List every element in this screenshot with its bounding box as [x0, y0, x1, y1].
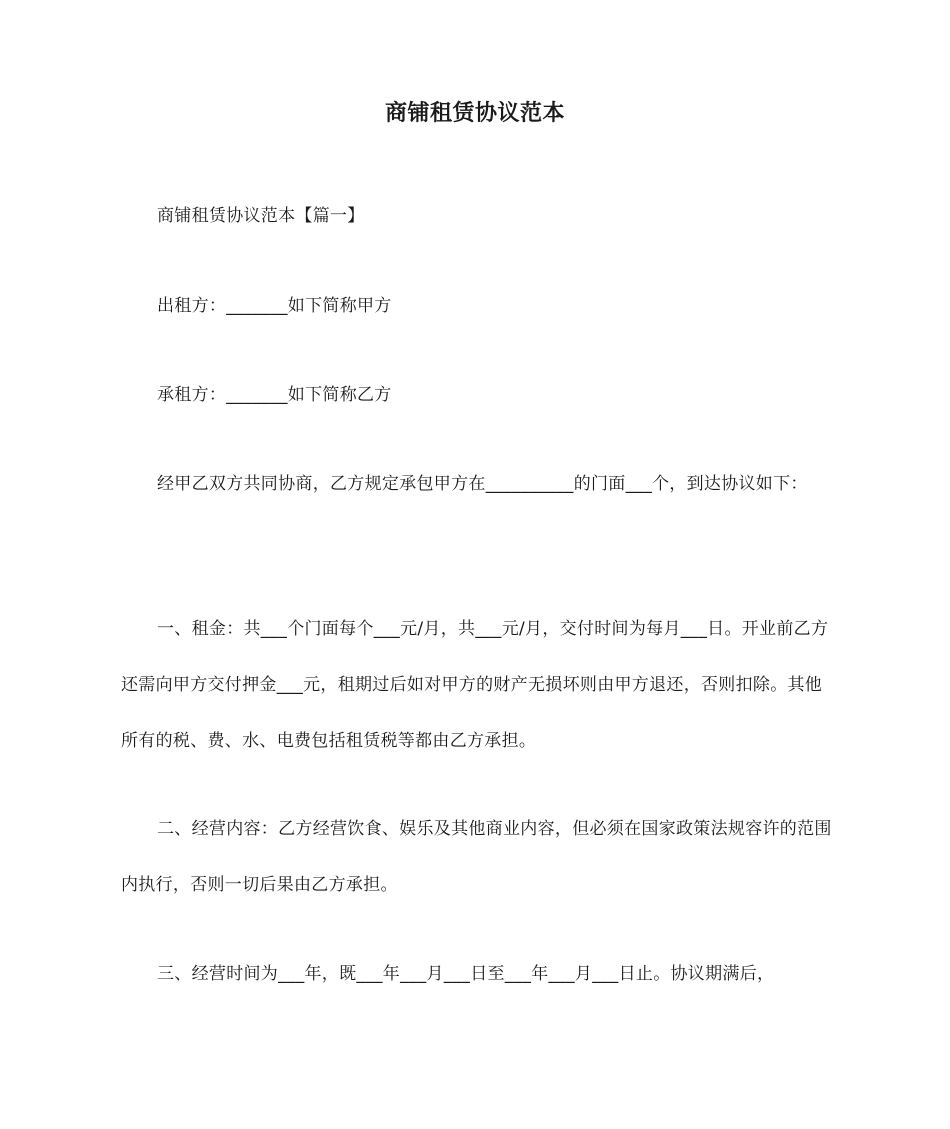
business-term-clause-paragraph: 三、经营时间为___年，既___年___月___日至___年___月___日止。协议期满后， [157, 964, 775, 984]
section-heading: 商铺租赁协议范本【篇一】 [157, 206, 365, 226]
rent-clause-paragraph: 一、租金：共___个门面每个___元/月，共___元/月，交付时间为每月___日。开业前乙方还需向甲方交付押金___元，租期过后如对甲方的财产无损坏则由甲方退还，否则扣除。其他所有的税、费、水、电费包括租赁税等都由乙方承担。 [121, 619, 829, 751]
lessor-line: 出租方：_______如下简称甲方 [157, 296, 392, 316]
document-title: 商铺租赁协议范本 [384, 101, 565, 126]
business-content-clause-paragraph: 二、经营内容：乙方经营饮食、娱乐及其他商业内容，但必须在国家政策法规容许的范围内执行，否则一切后果由乙方承担。 [121, 819, 832, 895]
lessee-line: 承租方：_______如下简称乙方 [157, 385, 392, 405]
agreement-intro-paragraph: 经甲乙双方共同协商，乙方规定承包甲方在__________的门面___个，到达协议如下： [157, 474, 808, 494]
